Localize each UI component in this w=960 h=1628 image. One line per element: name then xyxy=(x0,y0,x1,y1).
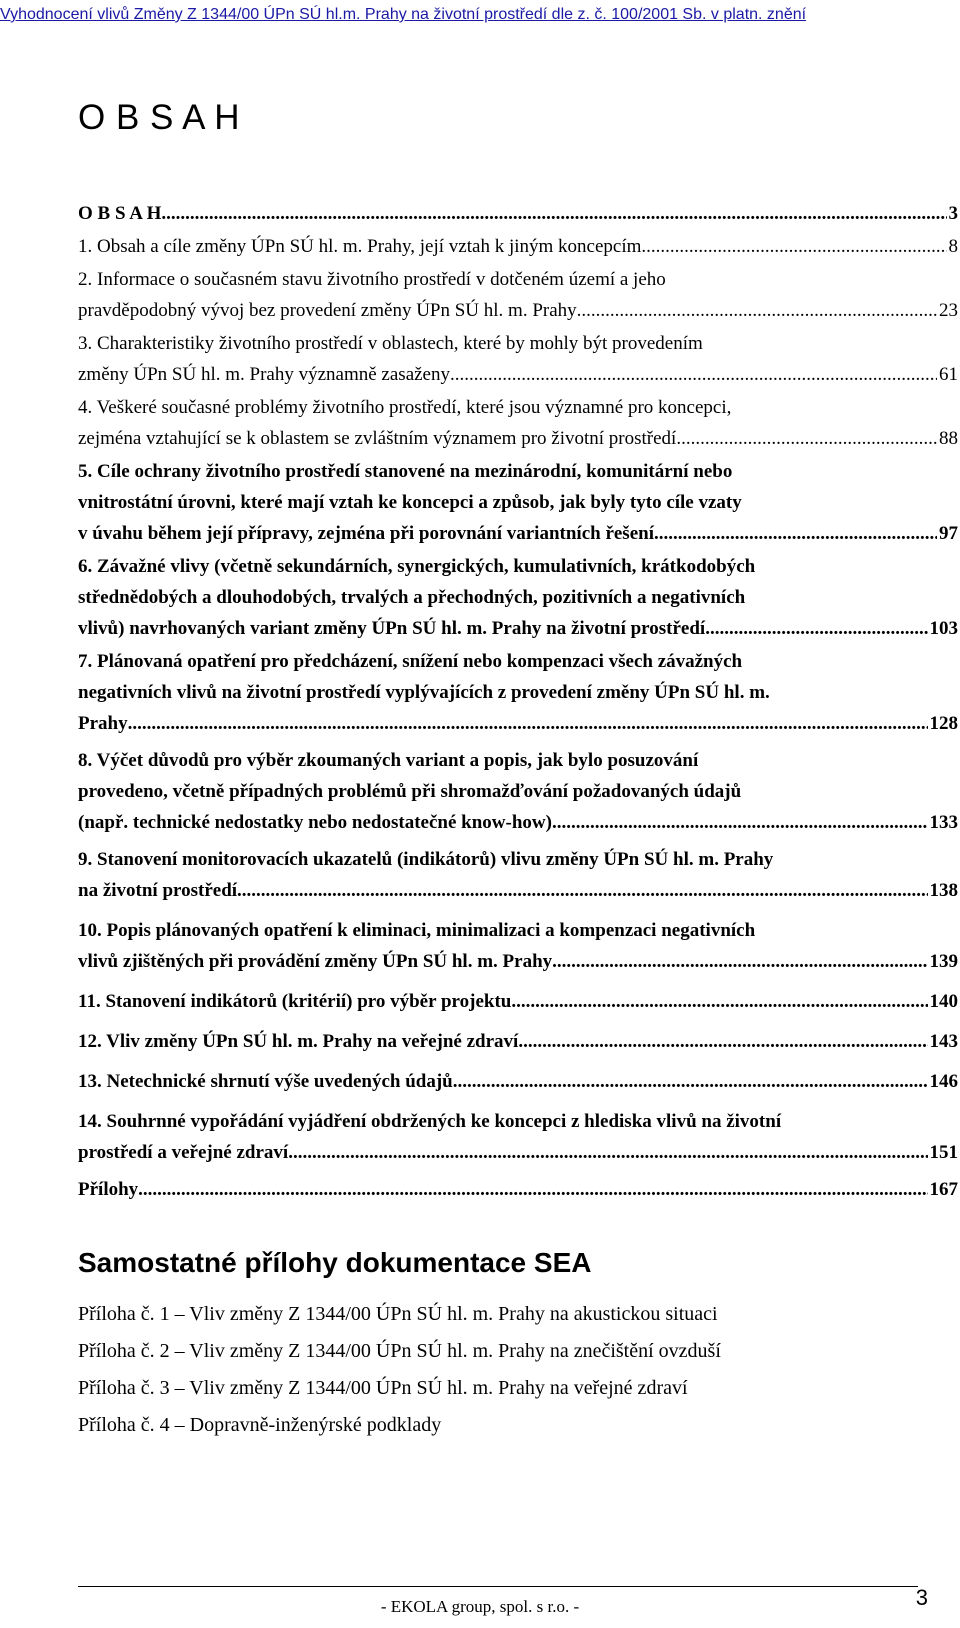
toc-entry-text: 14. Souhrnné vypořádání vyjádření obdržených ke koncepci z hlediska vlivů na životní xyxy=(78,1111,782,1132)
toc-dot-leader xyxy=(577,295,937,326)
toc-page-number: 88 xyxy=(939,428,958,449)
toc-entry-text: (např. technické nedostatky nebo nedostatečné know-how) xyxy=(78,812,552,833)
toc-dot-leader xyxy=(128,708,928,739)
toc-entry-text: 5. Cíle ochrany životního prostředí stanovené na mezinárodní, komunitární nebo xyxy=(78,461,733,482)
toc-entry-text: provedeno, včetně případných problémů při shromažďování požadovaných údajů xyxy=(78,781,742,802)
annex-list xyxy=(78,1296,918,1444)
toc-page-number: 3 xyxy=(948,203,958,224)
annexes-heading: Samostatné přílohy dokumentace SEA xyxy=(78,1247,592,1278)
toc-entry-text: 6. Závažné vlivy (včetně sekundárních, synergických, kumulativních, krátkodobých xyxy=(78,556,756,577)
toc-entry[interactable] xyxy=(78,745,958,838)
toc-entry-text: vlivů) navrhovaných variant změny ÚPn SÚ hl. m. Prahy na životní prostředí xyxy=(78,618,706,639)
toc-entry[interactable] xyxy=(78,328,958,390)
toc-entry-text: negativních vlivů na životní prostředí vyplývajících z provedení změny ÚPn SÚ hl. m. xyxy=(78,682,770,703)
toc-entry-text: zejména vztahující se k oblastem se zvláštním významem pro životní prostředí xyxy=(78,428,677,449)
toc-entry[interactable] xyxy=(78,456,958,549)
table-of-contents xyxy=(78,198,958,1205)
toc-dot-leader xyxy=(237,875,927,906)
toc-entry-text: 1. Obsah a cíle změny ÚPn SÚ hl. m. Prahy, její vztah k jiným koncepcím xyxy=(78,236,642,257)
toc-entry-text: v úvahu během její přípravy, zejména při porovnání variantních řešení xyxy=(78,523,654,544)
toc-entry-text: 9. Stanovení monitorovacích ukazatelů (indikátorů) vlivu změny ÚPn SÚ hl. m. Prahy xyxy=(78,849,774,870)
toc-entry[interactable] xyxy=(78,198,958,229)
toc-entry-text: změny ÚPn SÚ hl. m. Prahy významně zasaženy xyxy=(78,364,450,385)
toc-page-number: 133 xyxy=(929,812,958,833)
toc-entry-text: Přílohy xyxy=(78,1179,139,1200)
toc-entry-leader-line xyxy=(78,1026,958,1057)
toc-entry-leader-line xyxy=(78,518,958,549)
toc-entry-text: 7. Plánovaná opatření pro předcházení, snížení nebo kompenzaci všech závažných xyxy=(78,651,743,672)
annex-item: Příloha č. 2 – Vliv změny Z 1344/00 ÚPn SÚ hl. m. Prahy na znečištění ovzduší xyxy=(78,1340,721,1362)
toc-page-number: 146 xyxy=(929,1071,958,1092)
footer-company: - EKOLA group, spol. s r.o. - xyxy=(380,1597,580,1616)
annex-item: Příloha č. 3 – Vliv změny Z 1344/00 ÚPn SÚ hl. m. Prahy na veřejné zdraví xyxy=(78,1377,688,1399)
toc-dot-leader xyxy=(450,359,937,390)
toc-dot-leader xyxy=(138,1174,927,1205)
toc-entry[interactable] xyxy=(78,392,958,454)
toc-page-number: 139 xyxy=(929,951,958,972)
annex-item: Příloha č. 1 – Vliv změny Z 1344/00 ÚPn SÚ hl. m. Prahy na akustickou situaci xyxy=(78,1303,718,1325)
toc-entry-leader-line xyxy=(78,198,958,229)
toc-entry-text: 13. Netechnické shrnutí výše uvedených údajů xyxy=(78,1071,453,1092)
toc-dot-leader xyxy=(676,423,937,454)
toc-dot-leader xyxy=(518,1026,927,1057)
toc-entry[interactable] xyxy=(78,1066,958,1097)
toc-entry-leader-line xyxy=(78,423,958,454)
toc-page-number: 61 xyxy=(939,364,958,385)
toc-entry-text: na životní prostředí xyxy=(78,880,238,901)
toc-entry-leader-line xyxy=(78,986,958,1017)
toc-entry-text: střednědobých a dlouhodobých, trvalých a přechodných, pozitivních a negativních xyxy=(78,587,746,608)
toc-entry[interactable] xyxy=(78,844,958,906)
toc-entry-text: 10. Popis plánovaných opatření k eliminaci, minimalizaci a kompenzaci negativních xyxy=(78,920,756,941)
toc-entry[interactable] xyxy=(78,915,958,977)
page-title: O B S A H xyxy=(78,98,241,137)
toc-entry-leader-line xyxy=(78,1174,958,1205)
toc-entry-text: prostředí a veřejné zdraví xyxy=(78,1142,289,1163)
toc-entry[interactable] xyxy=(78,1106,958,1168)
page-number: 3 xyxy=(915,1585,928,1610)
toc-page-number: 167 xyxy=(929,1179,958,1200)
toc-entry-leader-line xyxy=(78,295,958,326)
toc-page-number: 143 xyxy=(929,1031,958,1052)
toc-dot-leader xyxy=(453,1066,928,1097)
toc-entry-text: 4. Veškeré současné problémy životního prostředí, které jsou významné pro koncepci, xyxy=(78,397,732,418)
toc-entry-text: 12. Vliv změny ÚPn SÚ hl. m. Prahy na veřejné zdraví xyxy=(78,1031,519,1052)
toc-dot-leader xyxy=(552,807,928,838)
toc-page-number: 8 xyxy=(948,236,958,257)
toc-dot-leader xyxy=(654,518,937,549)
annex-item: Příloha č. 4 – Dopravně-inženýrské podklady xyxy=(78,1414,442,1436)
toc-entry-text: Prahy xyxy=(78,713,128,734)
toc-entry-text: vlivů zjištěných při provádění změny ÚPn SÚ hl. m. Prahy xyxy=(78,951,553,972)
toc-entry-leader-line xyxy=(78,807,958,838)
toc-dot-leader xyxy=(161,198,946,229)
toc-entry-text: O B S A H xyxy=(78,203,162,224)
toc-page-number: 23 xyxy=(939,300,958,321)
toc-entry-leader-line xyxy=(78,359,958,390)
toc-entry[interactable] xyxy=(78,551,958,644)
toc-page-number: 97 xyxy=(939,523,958,544)
toc-entry-leader-line xyxy=(78,231,958,262)
toc-entry-text: 11. Stanovení indikátorů (kritérií) pro výběr projektu xyxy=(78,991,512,1012)
toc-entry-leader-line xyxy=(78,708,958,739)
toc-entry-leader-line xyxy=(78,875,958,906)
toc-dot-leader xyxy=(511,986,927,1017)
toc-dot-leader xyxy=(641,231,946,262)
toc-page-number: 138 xyxy=(929,880,958,901)
toc-entry-leader-line xyxy=(78,1066,958,1097)
toc-entry[interactable] xyxy=(78,264,958,326)
toc-entry-leader-line xyxy=(78,1137,958,1168)
toc-dot-leader xyxy=(288,1137,927,1168)
toc-entry-leader-line xyxy=(78,946,958,977)
running-header: Vyhodnocení vlivů Změny Z 1344/00 ÚPn SÚ hl.m. Prahy na životní prostředí dle z. č. 100/2001 Sb. v platn. znění xyxy=(0,6,807,23)
toc-entry[interactable] xyxy=(78,1026,958,1057)
toc-entry[interactable] xyxy=(78,986,958,1017)
toc-entry-text: vnitrostátní úrovni, které mají vztah ke koncepci a způsob, jak byly tyto cíle vzaty xyxy=(78,492,742,513)
toc-dot-leader xyxy=(705,613,927,644)
toc-page-number: 151 xyxy=(929,1142,958,1163)
toc-entry[interactable] xyxy=(78,646,958,739)
toc-entry-text: 8. Výčet důvodů pro výběr zkoumaných variant a popis, jak bylo posuzování xyxy=(78,750,699,771)
toc-entry[interactable] xyxy=(78,231,958,262)
toc-entry-text: 2. Informace o současném stavu životního prostředí v dotčeném území a jeho xyxy=(78,269,666,290)
toc-dot-leader xyxy=(552,946,927,977)
toc-page-number: 103 xyxy=(929,618,958,639)
toc-entry-text: 3. Charakteristiky životního prostředí v oblastech, které by mohly být provedením xyxy=(78,333,703,354)
toc-page-number: 128 xyxy=(929,713,958,734)
toc-entry[interactable] xyxy=(78,1174,958,1205)
footer-rule xyxy=(78,1586,918,1587)
toc-page-number: 140 xyxy=(929,991,958,1012)
toc-entry-text: pravděpodobný vývoj bez provedení změny ÚPn SÚ hl. m. Prahy xyxy=(78,300,577,321)
toc-entry-leader-line xyxy=(78,613,958,644)
